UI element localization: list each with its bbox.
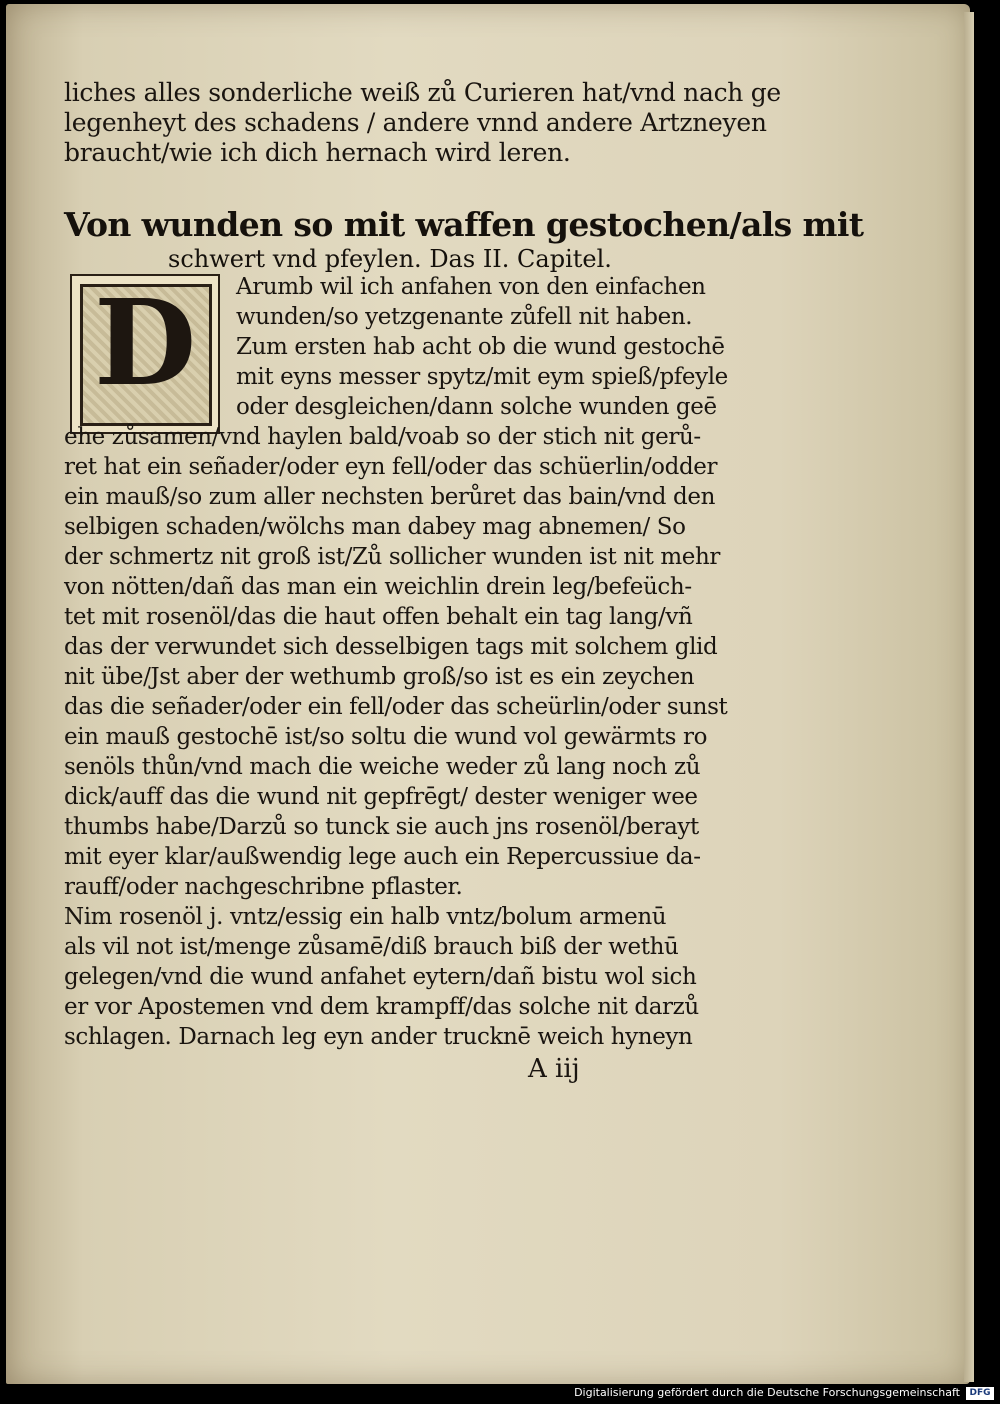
chapter-subtitle: schwert vnd pfeylen. Das II. Capitel.	[168, 245, 612, 273]
text-line: mit eyns messer spytz/mit eym spieß/pfeyle	[236, 364, 728, 390]
text-line: ret hat ein señader/oder eyn fell/oder das schüerlin/odder	[64, 454, 718, 480]
signature-mark: A iij	[528, 1054, 580, 1084]
page-edge	[964, 12, 974, 1382]
text-line: er vor Apostemen vnd dem krampff/das solche nit darzů	[64, 994, 699, 1020]
text-line: oder desgleichen/dann solche wunden geē	[236, 394, 717, 420]
chapter-heading	[64, 205, 864, 274]
initial-letter: D	[94, 273, 197, 412]
text-line: von nötten/dañ das man ein weichlin drein leg/befeüch-	[64, 574, 692, 600]
text-line: dick/auff das die wund nit gepfrēgt/ dester weniger wee	[64, 784, 698, 810]
text-line: selbigen schaden/wölchs man dabey mag abnemen/ So	[64, 514, 686, 540]
chapter-body	[64, 272, 728, 1052]
text-line: Arumb wil ich anfahen von den einfachen	[236, 274, 706, 300]
text-line: Nim rosenöl j. vntz/essig ein halb vntz/bolum armenū	[64, 904, 667, 930]
text-line: tet mit rosenöl/das die haut offen behalt ein tag lang/vñ	[64, 604, 693, 630]
text-line: ein mauß/so zum aller nechsten berůret das bain/vnd den	[64, 484, 715, 510]
dfg-logo: DFG	[966, 1387, 994, 1400]
text-line: mit eyer klar/außwendig lege auch ein Repercussiue da-	[64, 844, 701, 870]
text-line: ehe zůsamen/vnd haylen bald/voab so der stich nit gerů-	[64, 424, 701, 450]
text-line: liches alles sonderliche weiß zů Curieren hat/vnd nach ge	[64, 78, 781, 107]
text-line: wunden/so yetzgenante zůfell nit haben.	[236, 304, 693, 330]
text-line: thumbs habe/Darzů so tunck sie auch jns rosenöl/berayt	[64, 814, 699, 840]
text-line: legenheyt des schadens / andere vnnd andere Artzneyen	[64, 108, 767, 137]
text-line: ein mauß gestochē ist/so soltu die wund vol gewärmts ro	[64, 724, 708, 750]
text-line: das die señader/oder ein fell/oder das scheürlin/oder sunst	[64, 694, 728, 720]
text-line: braucht/wie ich dich hernach wird leren.	[64, 138, 571, 167]
text-line: schlagen. Darnach leg eyn ander trucknē weich hyneyn	[64, 1024, 693, 1050]
text-line: nit übe/Jst aber der wethumb groß/so ist es ein zeychen	[64, 664, 695, 690]
text-line: das der verwundet sich desselbigen tags mit solchem glid	[64, 634, 718, 660]
top-paragraph	[64, 78, 781, 168]
digitization-footer	[0, 1384, 1000, 1404]
text-line: gelegen/vnd die wund anfahet eytern/dañ bistu wol sich	[64, 964, 697, 990]
funding-credit: Digitalisierung gefördert durch die Deutsche Forschungsgemeinschaft	[574, 1386, 960, 1399]
chapter-title: Von wunden so mit waffen gestochen/als mit	[64, 205, 864, 244]
text-line: senöls thůn/vnd mach die weiche weder zů lang noch zů	[64, 754, 701, 780]
text-line: der schmertz nit groß ist/Zů sollicher wunden ist nit mehr	[64, 544, 721, 570]
text-line: rauff/oder nachgeschribne pflaster.	[64, 874, 463, 900]
text-line: als vil not ist/menge zůsamē/diß brauch biß der wethū	[64, 934, 679, 960]
text-line: Zum ersten hab acht ob die wund gestochē	[236, 334, 725, 360]
